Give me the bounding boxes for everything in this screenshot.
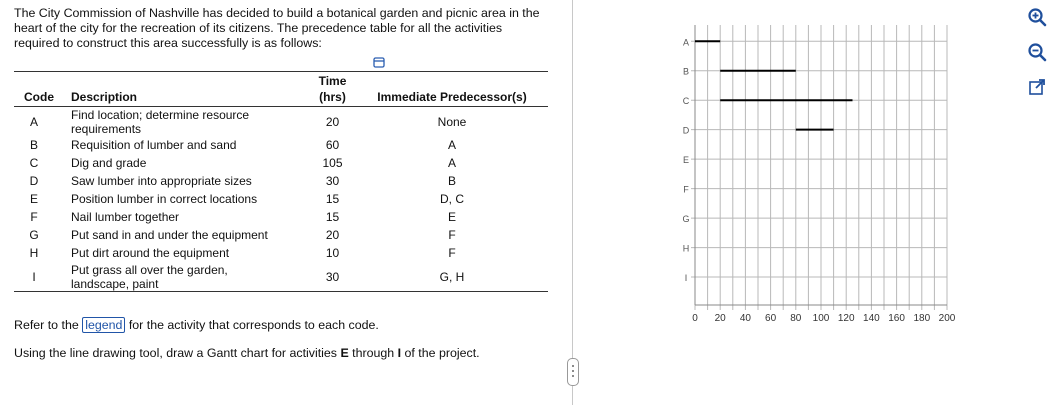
y-tick-label: E — [682, 155, 690, 166]
clipboard-icon[interactable] — [373, 57, 385, 68]
instruction-after: of the project. — [401, 346, 480, 360]
table-row — [14, 208, 548, 226]
row-predecessor: A — [447, 138, 456, 152]
row-code: B — [29, 138, 38, 152]
question-panel — [14, 6, 550, 51]
row-description: Requisition of lumber and sand — [71, 138, 237, 152]
instruction-middle: through — [348, 346, 398, 360]
row-predecessor: D, C — [440, 192, 464, 206]
instruction-before: Using the line drawing tool, draw a Gantt chart for activities — [14, 346, 341, 360]
header-time: Time — [318, 74, 347, 88]
row-description: Dig and grade — [71, 156, 147, 170]
zoom-out-button[interactable] — [1026, 41, 1048, 63]
refer-text-after: for the activity that corresponds to each code. — [125, 318, 379, 332]
row-code: C — [29, 156, 39, 170]
y-tick-label: F — [683, 184, 689, 195]
x-tick-label: 160 — [888, 313, 905, 324]
row-time: 15 — [325, 210, 340, 224]
x-tick-label: 80 — [790, 313, 802, 324]
row-time: 20 — [325, 228, 340, 242]
row-time: 15 — [325, 192, 340, 206]
instruction-text — [14, 346, 480, 360]
x-tick-label: 140 — [863, 313, 880, 324]
header-predecessor: Immediate Predecessor(s) — [377, 90, 527, 104]
gantt-chart[interactable] — [670, 20, 970, 325]
row-description-line2: landscape, paint — [71, 276, 159, 291]
legend-link[interactable]: legend — [82, 317, 125, 333]
chart-bars[interactable] — [695, 41, 853, 129]
x-tick-label: 60 — [765, 313, 777, 324]
row-predecessor: F — [448, 246, 456, 260]
precedence-table — [14, 71, 548, 292]
row-time: 20 — [325, 114, 340, 129]
y-tick-label: B — [682, 66, 690, 77]
row-description-line1: Find location; determine resource — [71, 107, 250, 122]
y-tick-label: H — [682, 243, 690, 254]
panel-divider — [572, 0, 573, 405]
row-predecessor: E — [447, 210, 456, 224]
table-row — [14, 107, 548, 136]
table-row — [14, 172, 548, 190]
chart-x-labels — [692, 313, 956, 324]
row-time: 105 — [322, 156, 343, 170]
header-code: Code — [24, 90, 54, 104]
table-row — [14, 154, 548, 172]
row-predecessor: B — [447, 174, 456, 188]
header-description: Description — [71, 90, 138, 104]
table-header — [14, 72, 548, 107]
row-code: G — [29, 228, 39, 242]
zoom-in-button[interactable] — [1026, 6, 1048, 28]
x-tick-label: 100 — [812, 313, 830, 324]
x-tick-label: 0 — [692, 313, 698, 324]
y-tick-label: A — [682, 37, 690, 48]
instruction-end-activity: I — [397, 346, 402, 360]
row-time: 30 — [325, 174, 340, 188]
row-description — [71, 263, 301, 291]
table-body — [14, 107, 548, 291]
y-tick-label: D — [682, 125, 690, 136]
refer-text — [14, 318, 379, 332]
instruction-start-activity: E — [340, 346, 349, 360]
row-predecessor: F — [448, 228, 456, 242]
table-row — [14, 136, 548, 154]
chart-grid — [691, 25, 947, 310]
row-description: Put sand in and under the equipment — [71, 228, 268, 242]
row-description — [71, 108, 301, 136]
x-tick-label: 200 — [938, 313, 956, 324]
table-row — [14, 262, 548, 291]
row-description-line1: Put grass all over the garden, — [71, 262, 228, 277]
y-tick-label: C — [682, 96, 690, 107]
row-code: F — [30, 210, 38, 224]
row-code: A — [29, 114, 38, 129]
x-tick-label: 20 — [714, 313, 726, 324]
row-time: 60 — [325, 138, 340, 152]
row-predecessor: A — [447, 156, 456, 170]
x-tick-label: 40 — [739, 313, 751, 324]
row-code: H — [29, 246, 39, 260]
table-row — [14, 244, 548, 262]
row-description: Saw lumber into appropriate sizes — [71, 174, 252, 188]
problem-intro: The City Commission of Nashville has decided to build a botanical garden and picnic area in the heart of the city for the recreation of its citizens. The precedence table for all the activities required to construct this area successfully is as follows: — [14, 6, 540, 50]
refer-text-before: Refer to the — [14, 318, 83, 332]
x-tick-label: 120 — [837, 313, 855, 324]
row-code: D — [29, 174, 39, 188]
row-time: 10 — [325, 246, 340, 260]
table-row — [14, 226, 548, 244]
row-predecessor: None — [437, 114, 467, 129]
row-description: Position lumber in correct locations — [71, 192, 258, 206]
row-description: Put dirt around the equipment — [71, 246, 230, 260]
open-external-icon — [1026, 76, 1048, 98]
row-time: 30 — [325, 269, 340, 284]
row-code: E — [29, 192, 38, 206]
chart-y-labels — [682, 37, 689, 283]
open-external-button[interactable] — [1026, 76, 1048, 98]
zoom-in-icon — [1026, 6, 1048, 28]
y-tick-label: G — [682, 214, 690, 225]
row-description: Nail lumber together — [71, 210, 180, 224]
table-row — [14, 190, 548, 208]
header-time-unit: (hrs) — [319, 90, 346, 104]
x-tick-label: 180 — [913, 313, 931, 324]
row-code: I — [32, 269, 36, 284]
panel-resize-handle[interactable] — [567, 358, 579, 386]
row-description-line2: requirements — [71, 121, 142, 136]
zoom-out-icon — [1026, 41, 1048, 63]
y-tick-label: I — [684, 273, 688, 284]
row-predecessor: G, H — [439, 269, 465, 284]
